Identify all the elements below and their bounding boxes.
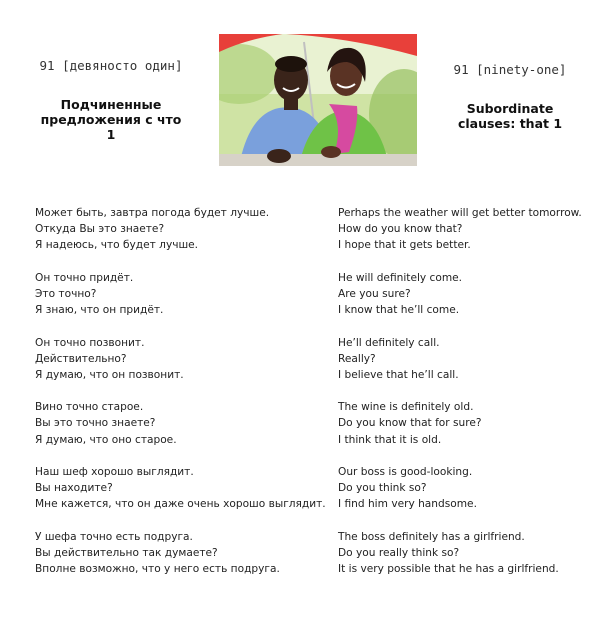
header-left [16,58,206,142]
phrase-ru: Наш шеф хорошо выглядит. [35,466,194,478]
phrase-block-ru [35,205,335,254]
phrase-ru: У шефа точно есть подруга. [35,530,193,543]
phrase-en: It is very possible that he has a girlfriend. [338,563,559,576]
english-column [338,205,608,594]
phrase-block-en [338,399,608,448]
phrase-en: Do you really think so? [338,546,460,559]
phrase-en: I think that it is old. [338,433,442,446]
phrase-en: The wine is definitely old. [338,401,474,414]
phrase-en: I believe that he’ll call. [338,368,459,381]
phrase-block-ru [35,270,335,319]
phrase-ru: Вы находите? [35,482,113,495]
phrase-en: Are you sure? [338,287,411,300]
phrase-block-en [338,205,608,254]
lesson-number-ru: 91 [девяносто один] [39,58,183,73]
phrase-ru: Вы действительно так думаете? [35,546,218,559]
header-right [420,62,600,131]
phrase-en: Do you think so? [338,482,427,495]
phrase-block-en [338,270,608,319]
phrase-ru: Я думаю, что он позвонит. [35,368,184,381]
phrase-block-en [338,464,608,513]
phrase-ru: Вы это точно знаете? [35,417,156,430]
russian-column [35,205,335,594]
phrase-en: Perhaps the weather will get better tomorrow. [338,207,582,219]
lesson-title-ru-line: Подчиненные [60,97,162,112]
lesson-title-en [420,101,600,131]
phrase-en: He will definitely come. [338,271,463,284]
phrase-ru: Вполне возможно, что у него есть подруга. [35,563,280,576]
phrase-block-ru [35,335,335,384]
phrase-ru: Он точно позвонит. [35,336,145,349]
phrase-en: The boss definitely has a girlfriend. [338,530,525,543]
phrase-en: How do you know that? [338,223,463,236]
phrase-ru: Вино точно старое. [35,401,144,414]
phrase-block-en [338,529,608,578]
lesson-title-en-line: Subordinate [466,101,554,116]
phrase-ru: Откуда Вы это знаете? [35,223,165,236]
lesson-title-en-line: clauses: that 1 [457,116,563,131]
phrase-ru: Я знаю, что он придёт. [35,304,164,317]
phrase-ru: Он точно придёт. [35,271,134,284]
phrase-en: Our boss is good-looking. [338,466,473,478]
phrase-ru: Я думаю, что оно старое. [35,433,177,446]
phrase-en: Do you know that for sure? [338,417,482,430]
phrase-en: Really? [338,352,376,365]
lesson-title-ru-line: 1 [106,127,116,142]
phrase-block-ru [35,399,335,448]
photo-illustration [219,34,417,166]
lesson-number-en: 91 [ninety-one] [453,62,567,77]
phrase-block-ru [35,529,335,578]
phrase-ru: Это точно? [35,287,97,300]
phrase-ru: Мне кажется, что он даже очень хорошо выглядит. [35,498,326,511]
phrase-block-en [338,335,608,384]
phrase-en: I know that he’ll come. [338,304,460,317]
couple-under-umbrella-photo [219,34,417,166]
phrase-en: He’ll definitely call. [338,336,440,349]
phrase-en: I hope that it gets better. [338,239,471,252]
lesson-title-ru-line: предложения с что [40,112,182,127]
phrase-block-ru [35,464,335,513]
phrase-ru: Я надеюсь, что будет лучше. [35,239,199,252]
phrase-en: I find him very handsome. [338,498,477,511]
lesson-title-ru [16,97,206,142]
phrase-ru: Может быть, завтра погода будет лучше. [35,207,270,219]
phrase-ru: Действительно? [35,352,127,365]
